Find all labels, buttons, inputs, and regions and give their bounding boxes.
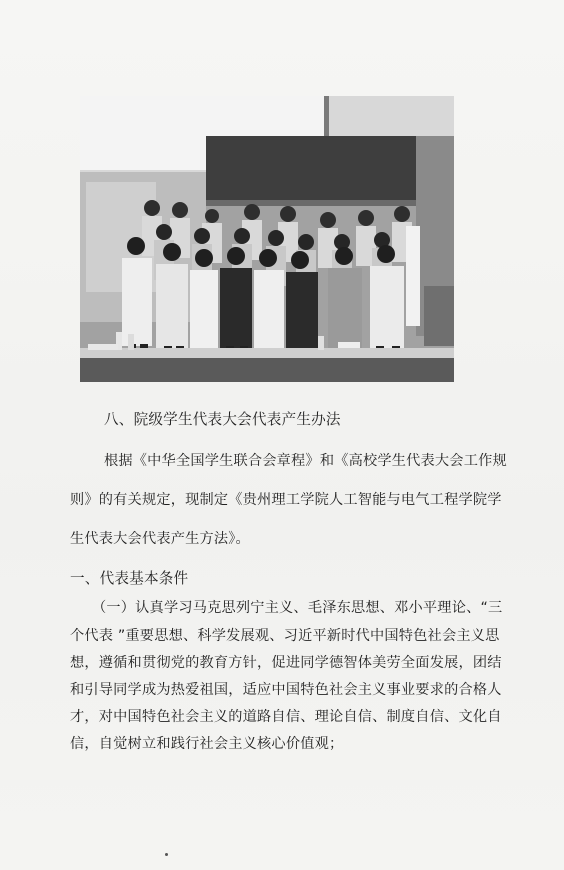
section-heading: 八、院级学生代表大会代表产生办法 bbox=[104, 411, 341, 428]
condition-line-5: 才，对中国特色社会主义的道路自信、理论自信、制度自信、文化自 bbox=[70, 709, 502, 725]
condition-line-2: 个代表 ”重要思想、科学发展观、习近平新时代中国特色社会主义思 bbox=[70, 628, 500, 644]
scan-speck bbox=[165, 853, 168, 856]
condition-line-4: 和引导同学成为热爱祖国，适应中国特色社会主义事业要求的合格人 bbox=[70, 682, 502, 698]
conditions-subheading: 一、代表基本条件 bbox=[70, 570, 189, 587]
intro-line-1: 根据《中华全国学生联合会章程》和《高校学生代表大会工作规 bbox=[104, 453, 507, 469]
intro-line-2: 则》的有关规定，现制定《贵州理工学院人工智能与电气工程学院学 bbox=[70, 492, 502, 508]
condition-line-3: 想，遵循和贯彻党的教育方针，促进同学德智体美劳全面发展，团结 bbox=[70, 655, 502, 671]
group-photo bbox=[80, 96, 454, 382]
group-photo-icon bbox=[80, 96, 454, 382]
condition-line-1: （一）认真学习马克思列宁主义、毛泽东思想、邓小平理论、“三 bbox=[92, 600, 503, 616]
condition-line-6: 信，自觉树立和践行社会主义核心价值观； bbox=[70, 736, 344, 752]
intro-line-3: 生代表大会代表产生方法》。 bbox=[70, 531, 250, 547]
